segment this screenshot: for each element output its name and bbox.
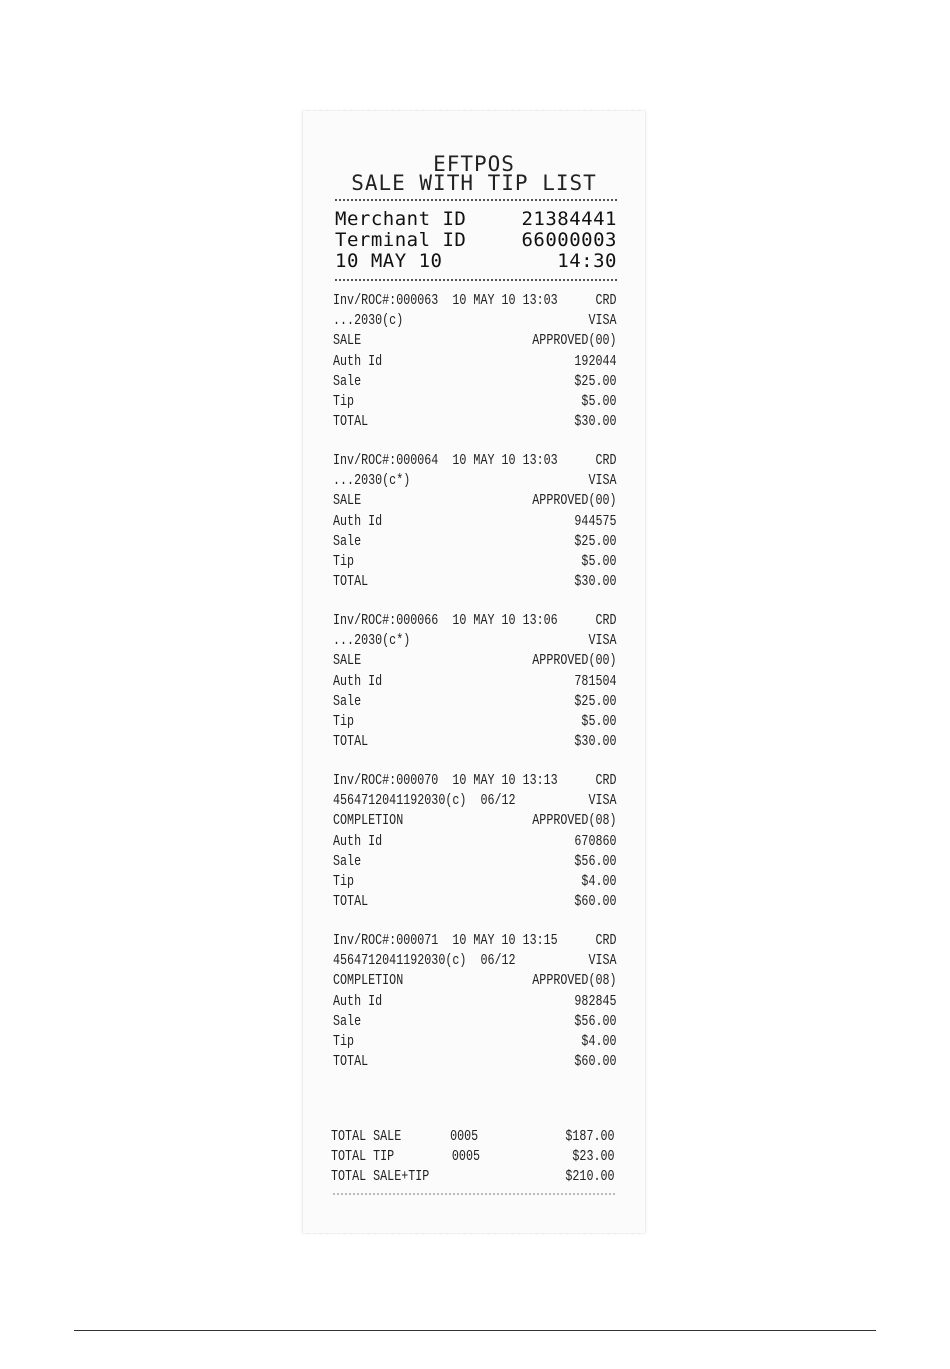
- tx-total-label: TOTAL: [333, 893, 369, 911]
- tx-row: [333, 451, 617, 471]
- tx-sale-label: Sale: [333, 692, 362, 710]
- tx-approval-status: APPROVED(00): [532, 332, 617, 350]
- tx-auth-label: Auth Id: [333, 352, 383, 370]
- spacer: [382, 992, 574, 1012]
- tx-tip-label: Tip: [333, 552, 355, 570]
- tx-approval-status: APPROVED(08): [532, 972, 617, 990]
- tx-sale-label: Sale: [333, 372, 362, 390]
- tx-row: [333, 552, 617, 572]
- receipt: [303, 111, 645, 1233]
- tx-card-expiry: 06/12: [480, 792, 516, 810]
- tx-row: [333, 672, 617, 692]
- merchant-id-label: Merchant ID: [335, 208, 467, 230]
- tx-transaction-type: SALE: [333, 652, 362, 670]
- tx-card-brand: VISA: [588, 952, 617, 970]
- tx-sale-amount: $25.00: [574, 372, 617, 390]
- tx-tip-amount: $4.00: [581, 872, 617, 890]
- total-sale-tip-row: [331, 1167, 615, 1187]
- tx-row: [333, 291, 617, 311]
- tx-row: [333, 712, 617, 732]
- tx-card-expiry: [403, 311, 588, 331]
- transaction-block: [333, 291, 617, 432]
- tx-total-label: TOTAL: [333, 1053, 369, 1071]
- tx-sale-label: Sale: [333, 852, 362, 870]
- tx-auth-label: Auth Id: [333, 832, 383, 850]
- tx-datetime: 10 MAY 10 13:06: [452, 612, 558, 629]
- tx-row: [333, 811, 617, 831]
- tx-tip-label: Tip: [333, 392, 355, 410]
- spacer: [382, 512, 574, 532]
- tx-transaction-type: SALE: [333, 332, 362, 350]
- total-sale-tip-count: [450, 1167, 565, 1187]
- total-tip-amount: $23.00: [572, 1148, 615, 1166]
- tx-invoice-number: Inv/ROC#:000070: [333, 772, 439, 789]
- tx-row: [333, 311, 617, 331]
- terminal-id-label: Terminal ID: [335, 229, 467, 251]
- tx-total-label: TOTAL: [333, 413, 369, 431]
- terminal-id-row: [335, 229, 617, 251]
- tx-invoice-number: Inv/ROC#:000064: [333, 452, 439, 469]
- tx-total-amount: $60.00: [574, 1053, 617, 1071]
- spacer: [354, 712, 581, 732]
- totals-section: [331, 1127, 615, 1188]
- tx-row: [333, 392, 617, 412]
- total-sale-row: [331, 1127, 615, 1147]
- tx-card-type: CRD: [595, 932, 617, 949]
- spacer: [382, 832, 574, 852]
- tx-auth-id: 982845: [574, 992, 617, 1010]
- tx-card-number: ...2030(c*): [333, 632, 411, 650]
- tx-card-type: CRD: [595, 772, 617, 789]
- tx-tip-amount: $5.00: [581, 552, 617, 570]
- tx-row: [333, 512, 617, 532]
- tx-card-expiry: [410, 471, 588, 491]
- spacer: [368, 1052, 574, 1072]
- tx-row: [333, 951, 617, 971]
- tx-card-brand: VISA: [588, 632, 617, 650]
- tx-auth-label: Auth Id: [333, 672, 383, 690]
- spacer: [354, 1032, 581, 1052]
- report-date: 10 MAY 10: [335, 250, 443, 272]
- tx-row: [333, 372, 617, 392]
- tx-row: [333, 1052, 617, 1072]
- spacer: [368, 732, 574, 752]
- spacer: [354, 552, 581, 572]
- tx-transaction-type: COMPLETION: [333, 972, 404, 990]
- tx-row: [333, 771, 617, 791]
- tx-sale-amount: $56.00: [574, 852, 617, 870]
- tx-card-brand: VISA: [588, 792, 617, 810]
- tx-row: [333, 832, 617, 852]
- receipt-torn-edge-top: [303, 107, 645, 115]
- tx-tip-label: Tip: [333, 1032, 355, 1050]
- tx-datetime: 10 MAY 10 13:03: [452, 452, 558, 469]
- tx-row: [333, 471, 617, 491]
- tx-invoice-number: Inv/ROC#:000063: [333, 292, 439, 309]
- total-tip-label: TOTAL TIP: [331, 1148, 395, 1166]
- tx-transaction-type: COMPLETION: [333, 812, 404, 830]
- tx-card-number: 4564712041192030(c): [333, 952, 467, 970]
- tx-total-amount: $60.00: [574, 893, 617, 911]
- tx-invoice-number: Inv/ROC#:000071: [333, 932, 439, 949]
- tx-datetime: 10 MAY 10 13:15: [452, 932, 558, 949]
- tx-auth-id: 781504: [574, 672, 617, 690]
- spacer: [354, 872, 581, 892]
- merchant-id-row: [335, 208, 617, 230]
- tx-row: [333, 331, 617, 351]
- tx-datetime: 10 MAY 10 13:03: [452, 292, 558, 309]
- tx-tip-amount: $5.00: [581, 392, 617, 410]
- tx-total-amount: $30.00: [574, 413, 617, 431]
- tx-approval-status: APPROVED(08): [532, 812, 617, 830]
- receipt-torn-edge-bottom: [303, 1229, 645, 1237]
- merchant-id-value: 21384441: [521, 208, 617, 230]
- spacer: [361, 532, 574, 552]
- tx-row: [333, 971, 617, 991]
- tx-row: [333, 892, 617, 912]
- spacer: [361, 331, 532, 351]
- tx-sale-amount: $25.00: [574, 692, 617, 710]
- spacer: [368, 572, 574, 592]
- total-tip-count: 0005: [451, 1148, 480, 1166]
- spacer: [368, 412, 574, 432]
- divider: [333, 1193, 615, 1195]
- tx-tip-amount: $4.00: [581, 1032, 617, 1050]
- tx-row: [333, 352, 617, 372]
- spacer: [403, 971, 532, 991]
- tx-auth-id: 944575: [574, 512, 617, 530]
- tx-transaction-type: SALE: [333, 492, 362, 510]
- total-sale-label: TOTAL SALE: [331, 1128, 402, 1145]
- tx-card-type: CRD: [595, 292, 617, 309]
- tx-row: [333, 791, 617, 811]
- tx-approval-status: APPROVED(00): [532, 652, 617, 670]
- spacer: [361, 651, 532, 671]
- tx-total-label: TOTAL: [333, 733, 369, 751]
- total-sale-tip-amount: $210.00: [565, 1168, 615, 1186]
- tx-tip-amount: $5.00: [581, 712, 617, 730]
- divider: [335, 279, 617, 281]
- transaction-block: [333, 771, 617, 912]
- tx-total-label: TOTAL: [333, 573, 369, 591]
- tx-card-expiry: 06/12: [480, 952, 516, 970]
- tx-row: [333, 412, 617, 432]
- tx-datetime: 10 MAY 10 13:13: [452, 772, 558, 789]
- transaction-block: [333, 611, 617, 752]
- spacer: [361, 692, 574, 712]
- tx-row: [333, 732, 617, 752]
- transaction-block: [333, 451, 617, 592]
- tx-card-brand: VISA: [588, 312, 617, 330]
- spacer: [361, 372, 574, 392]
- receipt-subtitle: SALE WITH TIP LIST: [351, 171, 597, 195]
- tx-row: [333, 992, 617, 1012]
- tx-row: [333, 631, 617, 651]
- tx-card-number: ...2030(c): [333, 312, 404, 330]
- spacer: [382, 352, 574, 372]
- spacer: [361, 1012, 574, 1032]
- tx-row: [333, 872, 617, 892]
- tx-tip-label: Tip: [333, 712, 355, 730]
- spacer: [354, 392, 581, 412]
- tx-card-expiry: [410, 631, 588, 651]
- spacer: [361, 852, 574, 872]
- tx-card-type: CRD: [595, 452, 617, 469]
- tx-auth-label: Auth Id: [333, 512, 383, 530]
- spacer: [361, 491, 532, 511]
- transaction-block: [333, 931, 617, 1072]
- tx-sale-amount: $25.00: [574, 532, 617, 550]
- tx-row: [333, 572, 617, 592]
- tx-card-number: ...2030(c*): [333, 472, 411, 490]
- tx-auth-label: Auth Id: [333, 992, 383, 1010]
- tx-invoice-number: Inv/ROC#:000066: [333, 612, 439, 629]
- spacer: [368, 892, 574, 912]
- page-footer-rule: [74, 1330, 876, 1331]
- tx-card-number: 4564712041192030(c): [333, 792, 467, 810]
- date-time-row: [335, 250, 617, 272]
- tx-row: [333, 1032, 617, 1052]
- tx-row: [333, 1012, 617, 1032]
- tx-total-amount: $30.00: [574, 733, 617, 751]
- tx-sale-label: Sale: [333, 1012, 362, 1030]
- tx-approval-status: APPROVED(00): [532, 492, 617, 510]
- total-sale-tip-label: TOTAL SALE+TIP: [331, 1168, 430, 1186]
- receipt-title: EFTPOS: [433, 152, 515, 176]
- tx-row: [333, 852, 617, 872]
- tx-row: [333, 931, 617, 951]
- tx-row: [333, 491, 617, 511]
- tx-tip-label: Tip: [333, 872, 355, 890]
- tx-auth-id: 192044: [574, 352, 617, 370]
- tx-sale-label: Sale: [333, 532, 362, 550]
- report-time: 14:30: [557, 250, 617, 272]
- tx-card-brand: VISA: [588, 472, 617, 490]
- total-sale-count: 0005: [450, 1128, 479, 1145]
- total-tip-row: [331, 1147, 615, 1167]
- tx-row: [333, 532, 617, 552]
- tx-row: [333, 611, 617, 631]
- total-sale-amount: $187.00: [565, 1128, 615, 1145]
- spacer: [403, 811, 532, 831]
- divider: [335, 199, 617, 201]
- tx-row: [333, 692, 617, 712]
- tx-row: [333, 651, 617, 671]
- terminal-id-value: 66000003: [521, 229, 617, 251]
- tx-auth-id: 670860: [574, 832, 617, 850]
- spacer: [382, 672, 574, 692]
- tx-card-type: CRD: [595, 612, 617, 629]
- tx-total-amount: $30.00: [574, 573, 617, 591]
- tx-sale-amount: $56.00: [574, 1012, 617, 1030]
